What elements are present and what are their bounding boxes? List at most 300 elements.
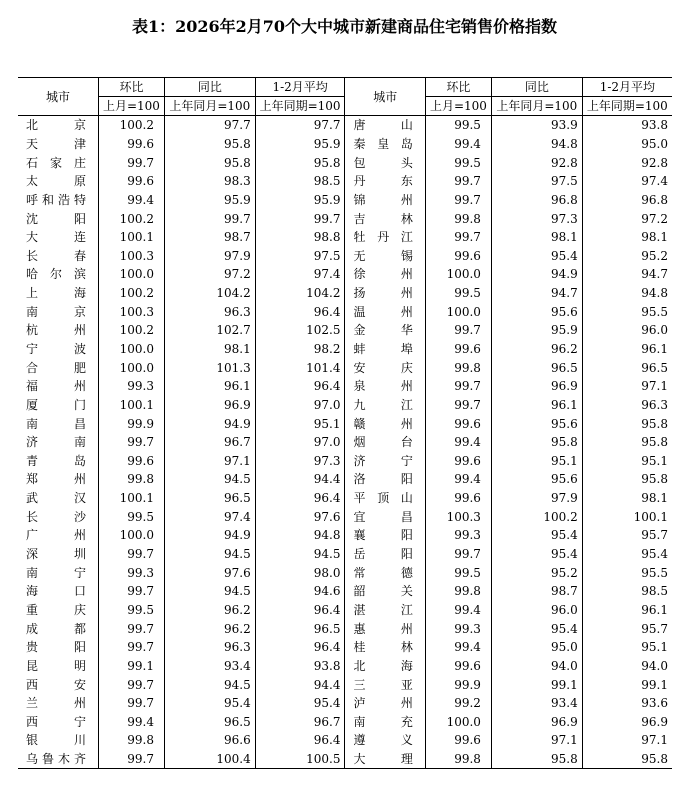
cell-mom-left: 99.7: [98, 582, 164, 601]
cell-mom-left: 99.6: [98, 172, 164, 191]
cell-mom-right: 99.6: [425, 489, 491, 508]
table-row: [18, 135, 672, 154]
cell-yoy-left: 102.7: [164, 321, 255, 340]
table-row: [18, 657, 672, 676]
cell-city-right: 泉州: [345, 377, 425, 396]
cell-yoy-right: 95.4: [491, 545, 582, 564]
cell-avg-right: 95.4: [641, 547, 668, 562]
cell-avg-right: 96.0: [641, 323, 668, 338]
cell-avg-left: 94.4: [313, 472, 341, 487]
cell-yoy-left: 95.8: [164, 153, 255, 172]
cell-mom-right: 99.4: [425, 470, 491, 489]
cell-mom-left: 100.1: [98, 396, 164, 415]
cell-yoy-right: 95.8: [491, 750, 582, 769]
cell-mom-left: 99.9: [98, 414, 164, 433]
cell-mom-right: 99.3: [425, 526, 491, 545]
cell-yoy-right: 93.9: [491, 116, 582, 135]
cell-yoy-left: 93.4: [164, 657, 255, 676]
cell-avg-right: 95.8: [641, 435, 668, 450]
cell-avg-left: 97.3: [313, 453, 341, 468]
cell-city-right: 秦皇岛: [345, 135, 425, 154]
cell-mom-left: 100.0: [98, 358, 164, 377]
cell-city-right: 北海: [345, 657, 425, 676]
header-mom-base-left: 上月=100: [98, 97, 164, 116]
cell-mom-left: 100.2: [98, 209, 164, 228]
cell-yoy-left: 97.4: [164, 507, 255, 526]
cell-avg-left: 97.4: [313, 267, 341, 282]
cell-avg-left: 97.7: [313, 118, 341, 133]
cell-yoy-left: 98.3: [164, 172, 255, 191]
cell-avg-left: 96.5: [313, 621, 341, 636]
cell-mom-left: 99.7: [98, 433, 164, 452]
cell-mom-left: 100.2: [98, 284, 164, 303]
cell-yoy-right: 95.1: [491, 452, 582, 471]
cell-mom-right: 99.6: [425, 414, 491, 433]
header-yoy-right: 同比: [491, 78, 582, 97]
cell-avg-left: 97.0: [313, 397, 341, 412]
cell-mom-right: 100.0: [425, 265, 491, 284]
cell-city-left: 昆明: [18, 657, 98, 676]
cell-yoy-left: 96.2: [164, 619, 255, 638]
cell-mom-right: 100.3: [425, 507, 491, 526]
table-row: [18, 452, 672, 471]
cell-mom-left: 99.7: [98, 694, 164, 713]
cell-mom-right: 99.8: [425, 358, 491, 377]
cell-yoy-left: 97.2: [164, 265, 255, 284]
cell-avg-left: 95.9: [313, 192, 341, 207]
cell-mom-right: 99.7: [425, 377, 491, 396]
cell-avg-right: 95.1: [641, 640, 668, 655]
cell-yoy-left: 99.7: [164, 209, 255, 228]
cell-yoy-right: 98.1: [491, 228, 582, 247]
cell-yoy-right: 95.2: [491, 563, 582, 582]
cell-city-right: 无锡: [345, 246, 425, 265]
cell-mom-right: 99.7: [425, 545, 491, 564]
cell-avg-right: 97.2: [641, 211, 668, 226]
cell-avg-left: 95.9: [313, 136, 341, 151]
cell-avg-right: 98.1: [641, 230, 668, 245]
cell-yoy-left: 100.4: [164, 750, 255, 769]
cell-mom-right: 99.6: [425, 657, 491, 676]
cell-yoy-left: 94.5: [164, 470, 255, 489]
cell-yoy-right: 95.4: [491, 526, 582, 545]
cell-yoy-left: 94.9: [164, 414, 255, 433]
cell-mom-left: 99.7: [98, 750, 164, 769]
cell-yoy-left: 96.5: [164, 489, 255, 508]
cell-city-left: 青岛: [18, 452, 98, 471]
cell-city-right: 吉林: [345, 209, 425, 228]
cell-mom-left: 100.1: [98, 228, 164, 247]
cell-avg-right: 95.5: [641, 565, 668, 580]
cell-avg-left: 97.6: [313, 509, 341, 524]
cell-yoy-left: 97.1: [164, 452, 255, 471]
cell-city-right: 泸州: [345, 694, 425, 713]
cell-city-right: 济宁: [345, 452, 425, 471]
cell-city-left: 西宁: [18, 713, 98, 732]
header-city-left: 城市: [18, 78, 98, 116]
cell-city-right: 烟台: [345, 433, 425, 452]
cell-mom-left: 99.7: [98, 619, 164, 638]
cell-city-right: 洛阳: [345, 470, 425, 489]
header-avg-base-left: 上年同期=100: [255, 97, 345, 116]
cell-city-right: 大理: [345, 750, 425, 769]
cell-yoy-left: 96.3: [164, 638, 255, 657]
cell-avg-left: 93.8: [313, 658, 341, 673]
table-row: [18, 694, 672, 713]
cell-mom-left: 100.0: [98, 340, 164, 359]
cell-avg-left: 96.4: [313, 733, 341, 748]
cell-yoy-left: 98.1: [164, 340, 255, 359]
table-row: [18, 302, 672, 321]
cell-city-right: 赣州: [345, 414, 425, 433]
cell-mom-left: 99.1: [98, 657, 164, 676]
cell-avg-right: 97.1: [641, 379, 668, 394]
cell-mom-left: 100.3: [98, 246, 164, 265]
cell-city-left: 长沙: [18, 507, 98, 526]
cell-yoy-left: 98.7: [164, 228, 255, 247]
cell-yoy-right: 93.4: [491, 694, 582, 713]
cell-yoy-right: 96.5: [491, 358, 582, 377]
cell-yoy-right: 100.2: [491, 507, 582, 526]
cell-city-right: 湛江: [345, 601, 425, 620]
cell-avg-left: 101.4: [306, 360, 341, 375]
cell-yoy-right: 94.8: [491, 135, 582, 154]
cell-city-left: 太原: [18, 172, 98, 191]
cell-city-left: 乌鲁木齐: [18, 750, 98, 769]
cell-mom-right: 99.4: [425, 638, 491, 657]
cell-mom-left: 99.7: [98, 638, 164, 657]
table-row: [18, 750, 672, 769]
cell-yoy-left: 94.5: [164, 582, 255, 601]
cell-avg-right: 95.7: [641, 621, 668, 636]
table-row: [18, 321, 672, 340]
cell-avg-right: 96.9: [641, 714, 668, 729]
cell-avg-right: 96.1: [641, 602, 668, 617]
cell-avg-right: 100.1: [633, 509, 668, 524]
table-row: [18, 358, 672, 377]
cell-avg-left: 102.5: [306, 323, 341, 338]
cell-mom-left: 100.1: [98, 489, 164, 508]
cell-avg-right: 97.4: [641, 174, 668, 189]
cell-avg-right: 97.1: [641, 733, 668, 748]
table-row: [18, 191, 672, 210]
table-row: [18, 116, 672, 135]
cell-mom-left: 99.6: [98, 135, 164, 154]
cell-city-left: 贵阳: [18, 638, 98, 657]
cell-city-right: 惠州: [345, 619, 425, 638]
cell-avg-left: 94.6: [313, 584, 341, 599]
price-index-table: [18, 77, 672, 769]
cell-mom-left: 99.8: [98, 470, 164, 489]
cell-mom-right: 100.0: [425, 302, 491, 321]
cell-yoy-left: 96.5: [164, 713, 255, 732]
cell-avg-right: 96.1: [641, 342, 668, 356]
cell-yoy-right: 94.0: [491, 657, 582, 676]
cell-yoy-left: 96.7: [164, 433, 255, 452]
cell-mom-right: 99.7: [425, 321, 491, 340]
cell-mom-left: 100.2: [98, 321, 164, 340]
cell-city-right: 唐山: [345, 116, 425, 135]
cell-mom-right: 99.4: [425, 433, 491, 452]
header-avg-left: 1-2月平均: [255, 78, 345, 97]
cell-city-left: 广州: [18, 526, 98, 545]
cell-mom-left: 99.6: [98, 452, 164, 471]
cell-yoy-right: 94.9: [491, 265, 582, 284]
cell-city-right: 韶关: [345, 582, 425, 601]
cell-avg-left: 96.4: [313, 491, 341, 506]
cell-mom-left: 99.3: [98, 563, 164, 582]
cell-yoy-left: 95.4: [164, 694, 255, 713]
cell-yoy-left: 95.9: [164, 191, 255, 210]
cell-mom-left: 100.0: [98, 526, 164, 545]
cell-city-right: 包头: [345, 153, 425, 172]
cell-avg-right: 93.6: [641, 696, 668, 711]
cell-yoy-right: 96.0: [491, 601, 582, 620]
table-row: [18, 563, 672, 582]
cell-city-left: 呼和浩特: [18, 191, 98, 210]
cell-city-left: 济南: [18, 433, 98, 452]
table-row: [18, 377, 672, 396]
cell-avg-right: 94.7: [641, 267, 668, 282]
table-row: [18, 619, 672, 638]
cell-yoy-left: 96.1: [164, 377, 255, 396]
cell-mom-right: 99.7: [425, 191, 491, 210]
cell-city-left: 深圳: [18, 545, 98, 564]
cell-avg-right: 93.8: [641, 118, 668, 133]
cell-yoy-right: 95.9: [491, 321, 582, 340]
cell-yoy-left: 97.6: [164, 563, 255, 582]
cell-city-right: 安庆: [345, 358, 425, 377]
cell-yoy-right: 95.6: [491, 414, 582, 433]
cell-city-left: 宁波: [18, 340, 98, 359]
cell-avg-right: 95.7: [641, 528, 668, 543]
cell-mom-right: 99.5: [425, 284, 491, 303]
cell-city-right: 锦州: [345, 191, 425, 210]
cell-yoy-right: 96.2: [491, 340, 582, 359]
cell-city-right: 扬州: [345, 284, 425, 303]
table-body: [18, 116, 672, 769]
cell-yoy-right: 97.3: [491, 209, 582, 228]
header-yoy-base-right: 上年同月=100: [491, 97, 582, 116]
cell-yoy-left: 95.8: [164, 135, 255, 154]
cell-avg-right: 94.0: [641, 658, 668, 673]
header-avg-right: 1-2月平均: [582, 78, 672, 97]
table-row: [18, 731, 672, 750]
cell-city-left: 福州: [18, 377, 98, 396]
table-row: [18, 638, 672, 657]
cell-yoy-right: 94.7: [491, 284, 582, 303]
cell-avg-left: 98.0: [313, 565, 341, 580]
cell-city-left: 北京: [18, 116, 98, 135]
cell-avg-right: 95.8: [582, 750, 672, 769]
cell-yoy-left: 97.9: [164, 246, 255, 265]
cell-yoy-right: 95.8: [491, 433, 582, 452]
cell-mom-right: 99.6: [425, 452, 491, 471]
cell-city-left: 杭州: [18, 321, 98, 340]
cell-mom-left: 99.4: [98, 713, 164, 732]
cell-mom-right: 99.5: [425, 116, 491, 135]
table-row: [18, 246, 672, 265]
table-row: [18, 209, 672, 228]
cell-avg-left: 97.5: [313, 248, 341, 263]
cell-yoy-right: 98.7: [491, 582, 582, 601]
cell-avg-left: 96.4: [313, 379, 341, 394]
cell-city-left: 海口: [18, 582, 98, 601]
cell-avg-right: 95.8: [641, 416, 668, 431]
table-row: [18, 526, 672, 545]
cell-city-right: 徐州: [345, 265, 425, 284]
cell-mom-right: 99.5: [425, 563, 491, 582]
cell-yoy-right: 99.1: [491, 675, 582, 694]
cell-yoy-left: 97.7: [164, 116, 255, 135]
cell-city-right: 遵义: [345, 731, 425, 750]
cell-avg-left: 94.8: [313, 528, 341, 543]
cell-avg-right: 95.8: [641, 472, 668, 487]
cell-yoy-left: 96.3: [164, 302, 255, 321]
table-row: [18, 713, 672, 732]
cell-yoy-right: 95.6: [491, 470, 582, 489]
cell-city-right: 蚌埠: [345, 340, 425, 359]
cell-avg-left: 95.1: [313, 416, 341, 431]
cell-city-left: 南宁: [18, 563, 98, 582]
cell-yoy-left: 96.2: [164, 601, 255, 620]
cell-city-right: 常德: [345, 563, 425, 582]
cell-avg-left: 98.8: [313, 230, 341, 245]
cell-yoy-left: 94.5: [164, 675, 255, 694]
cell-city-right: 南充: [345, 713, 425, 732]
table-row: [18, 601, 672, 620]
cell-city-left: 厦门: [18, 396, 98, 415]
cell-mom-right: 99.8: [425, 582, 491, 601]
cell-mom-left: 100.3: [98, 302, 164, 321]
cell-avg-left: 99.7: [313, 211, 341, 226]
cell-mom-right: 99.7: [425, 172, 491, 191]
cell-avg-left: 96.4: [313, 640, 341, 655]
cell-yoy-right: 96.8: [491, 191, 582, 210]
cell-yoy-right: 96.9: [491, 713, 582, 732]
cell-avg-left: 104.2: [306, 286, 341, 301]
cell-city-right: 九江: [345, 396, 425, 415]
cell-city-left: 武汉: [18, 489, 98, 508]
cell-city-left: 大连: [18, 228, 98, 247]
cell-city-right: 三亚: [345, 675, 425, 694]
cell-yoy-right: 97.9: [491, 489, 582, 508]
cell-mom-right: 99.2: [425, 694, 491, 713]
header-mom-base-right: 上月=100: [425, 97, 491, 116]
cell-mom-right: 100.0: [425, 713, 491, 732]
cell-avg-left: 100.5: [255, 750, 345, 769]
cell-avg-left: 94.4: [313, 677, 341, 692]
table-row: [18, 433, 672, 452]
cell-city-left: 南昌: [18, 414, 98, 433]
cell-city-left: 银川: [18, 731, 98, 750]
cell-avg-right: 94.8: [641, 286, 668, 301]
cell-city-right: 宜昌: [345, 507, 425, 526]
cell-mom-right: 99.8: [425, 209, 491, 228]
table-row: [18, 396, 672, 415]
cell-yoy-right: 95.6: [491, 302, 582, 321]
cell-city-left: 郑州: [18, 470, 98, 489]
cell-mom-left: 99.5: [98, 601, 164, 620]
cell-avg-right: 95.1: [641, 453, 668, 468]
cell-city-right: 牡丹江: [345, 228, 425, 247]
cell-city-right: 平顶山: [345, 489, 425, 508]
cell-yoy-right: 96.9: [491, 377, 582, 396]
cell-yoy-left: 94.5: [164, 545, 255, 564]
cell-avg-left: 94.5: [313, 547, 341, 562]
cell-avg-right: 96.3: [641, 397, 668, 412]
header-city-right: 城市: [345, 78, 425, 116]
cell-city-right: 温州: [345, 302, 425, 321]
cell-avg-left: 96.7: [313, 714, 341, 729]
header-mom-right: 环比: [425, 78, 491, 97]
header-yoy-left: 同比: [164, 78, 255, 97]
cell-city-left: 兰州: [18, 694, 98, 713]
table-row: [18, 153, 672, 172]
cell-mom-left: 99.7: [98, 675, 164, 694]
cell-avg-left: 98.2: [313, 342, 341, 356]
cell-avg-right: 99.1: [641, 677, 668, 692]
cell-mom-left: 99.3: [98, 377, 164, 396]
cell-mom-right: 99.4: [425, 601, 491, 620]
cell-mom-right: 99.3: [425, 619, 491, 638]
header-yoy-base-left: 上年同月=100: [164, 97, 255, 116]
cell-yoy-right: 95.4: [491, 619, 582, 638]
cell-avg-right: 96.5: [641, 360, 668, 375]
cell-avg-left: 98.5: [313, 174, 341, 189]
table-row: [18, 284, 672, 303]
cell-mom-right: 99.6: [425, 246, 491, 265]
table-row: [18, 582, 672, 601]
cell-yoy-right: 97.1: [491, 731, 582, 750]
cell-city-left: 成都: [18, 619, 98, 638]
cell-yoy-left: 101.3: [164, 358, 255, 377]
cell-yoy-right: 96.1: [491, 396, 582, 415]
cell-yoy-right: 95.4: [491, 246, 582, 265]
cell-yoy-left: 96.9: [164, 396, 255, 415]
table-row: [18, 414, 672, 433]
cell-mom-right: 99.9: [425, 675, 491, 694]
cell-city-right: 桂林: [345, 638, 425, 657]
cell-mom-left: 99.5: [98, 507, 164, 526]
table-row: [18, 675, 672, 694]
cell-avg-left: 97.0: [313, 435, 341, 450]
cell-mom-right: 99.7: [425, 228, 491, 247]
cell-mom-left: 100.2: [98, 116, 164, 135]
cell-city-left: 哈尔滨: [18, 265, 98, 284]
cell-avg-right: 96.8: [641, 192, 668, 207]
cell-yoy-right: 92.8: [491, 153, 582, 172]
cell-city-right: 金华: [345, 321, 425, 340]
cell-city-right: 襄阳: [345, 526, 425, 545]
header-mom-left: 环比: [98, 78, 164, 97]
cell-city-left: 长春: [18, 246, 98, 265]
cell-mom-right: 99.6: [425, 340, 491, 359]
cell-city-left: 南京: [18, 302, 98, 321]
cell-yoy-right: 95.0: [491, 638, 582, 657]
cell-mom-right: 99.5: [425, 153, 491, 172]
cell-mom-left: 99.4: [98, 191, 164, 210]
cell-city-left: 沈阳: [18, 209, 98, 228]
cell-city-left: 天津: [18, 135, 98, 154]
cell-yoy-left: 96.6: [164, 731, 255, 750]
cell-avg-right: 98.5: [641, 584, 668, 599]
cell-mom-right: 99.6: [425, 731, 491, 750]
cell-city-right: 岳阳: [345, 545, 425, 564]
cell-avg-left: 95.4: [313, 696, 341, 711]
cell-mom-left: 99.7: [98, 545, 164, 564]
cell-city-left: 合肥: [18, 358, 98, 377]
